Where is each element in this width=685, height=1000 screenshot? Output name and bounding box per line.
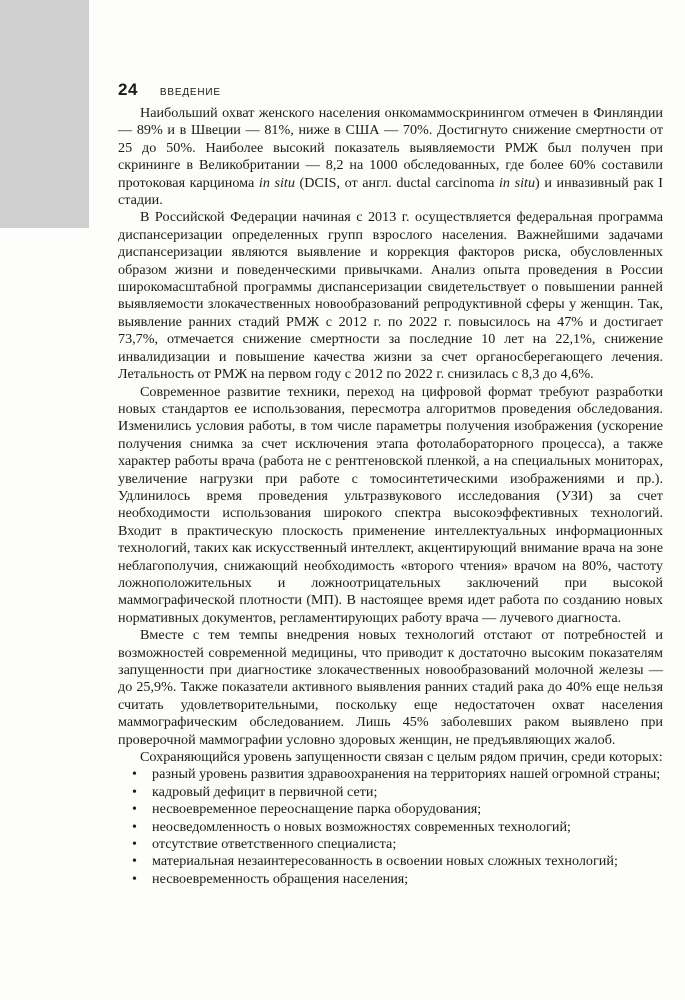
section-title: ВВЕДЕНИЕ [159,87,221,98]
bullet-icon: • [132,870,137,887]
bullet-icon: • [132,818,137,835]
list-item: • материальная незаинтересованность в освоении новых сложных технологий; [132,853,618,870]
paragraph-russian-program: В Российской Федерации начиная с 2013 г. осуществляется федеральная программа диспансеризации определенных групп взрослого населения. Важнейшими задачами диспансеризации являются выявление и коррекция факторов риска, обусловленных образом жизни и поведенческими привычками. Анализ опыта проведения в России широкомасштабной программы диспансеризации свидетельствует о повышении ранней выявляемости злокачественных новообразований репродуктивной сферы у женщин. Так, выявление ранних стадий РМЖ с 2012 г. по 2022 г. повысилось на 47% и достигает 73,7%, отмечается снижение смертности за последние 10 лет на 22,1%, снижение инвалидизации и повышение качества жизни за счет органосберегающего лечения. Летальность от РМЖ на первом году с 2012 по 2022 г. снизилась с 8,3 до 4,6%. [118,209,663,383]
paragraph-technology: Современное развитие техники, переход на цифровой формат требуют разработки новых стандартов ее использования, пересмотра алгоритмов проведения обследования. Изменились условия работы, в том числе параметры получения изображения (ускорение получения снимка за счет исключения этапа фотолабораторного процесса), а также характер работы врача (работа не с рентгеновской пленкой, а на специальных мониторах, увеличение нагрузки при работе с томосинтетическими изображениями и пр.). Удлинилось время проведения ультразвукового исследования (УЗИ) за счет необходимости использования широкого спектра высокоэффективных технологий. Входит в практическую плоскость применение интеллектуальных информационных технологий, таких как искусственный интеллект, акцентирующий внимание врача на зоне неблагополучия, снижающий необходимость «второго чтения» врачом на 80%, частоту ложноположительных и ложноотрицательных заключений при высокой маммографической плотности (МП). В настоящее время идет работа по созданию новых нормативных документов, регламентирующих работу врача — лучевого диагноста. [118,383,663,626]
bullet-icon: • [132,801,137,818]
bullet-icon: • [132,853,137,870]
paragraph-implementation: Вместе с тем темпы внедрения новых технологий отстают от потребностей и возможностей современной медицины, что приводит к достаточно высоким показателям запущенности при диагностике злокачественных новообразований молочной железы — до 25,9%. Также показатели активного выявления ранних стадий рака до 40% еще нельзя считать удовлетворительными, поскольку еще недостаточен охват населения маммографическим обследованием. Лишь 45% заболевших раком выявлено при проверочной маммографии условно здоровых женщин, не предъявляющих жалоб. [118,627,663,748]
list-item: • несвоевременность обращения населения; [132,870,409,887]
bullet-icon: • [132,836,137,853]
list-item: • неосведомленность о новых возможностях современных технологий; [132,818,571,835]
list-item: • отсутствие ответственного специалиста; [132,836,397,853]
body-text [118,105,663,888]
paragraph-causes-intro: Сохраняющийся уровень запущенности связан с целым рядом причин, среди которых: [140,749,663,766]
list-item: • разный уровень развития здравоохранения на территориях нашей огромной страны; [132,766,661,783]
paragraph-screening-stats: Наибольший охват женского населения онкомаммоскринингом отмечен в Финляндии — 89% и в Швеции — 81%, ниже в США — 70%. Достигнуто снижение смертности от 25 до 50%. Наиболее высокий показатель выявляемости РМЖ был получен при скрининге в Великобритании — 8,2 на 1000 обследованных, где более 60% составили протоковая карцинома in situ (DCIS, от англ. ductal carcinoma in situ) и инвазивный рак I стадии. [118,105,663,209]
bullet-icon: • [132,766,137,783]
side-margin-bar [0,0,89,228]
list-item: • кадровый дефицит в первичной сети; [132,783,378,800]
bullet-icon: • [132,783,137,800]
causes-list [118,766,663,888]
italic-in-situ: in situ [499,174,536,191]
page-number: 24 [118,80,138,99]
italic-in-situ: in situ [258,174,295,191]
running-header [118,80,221,104]
list-item: • несвоевременное переоснащение парка оборудования; [132,801,482,818]
